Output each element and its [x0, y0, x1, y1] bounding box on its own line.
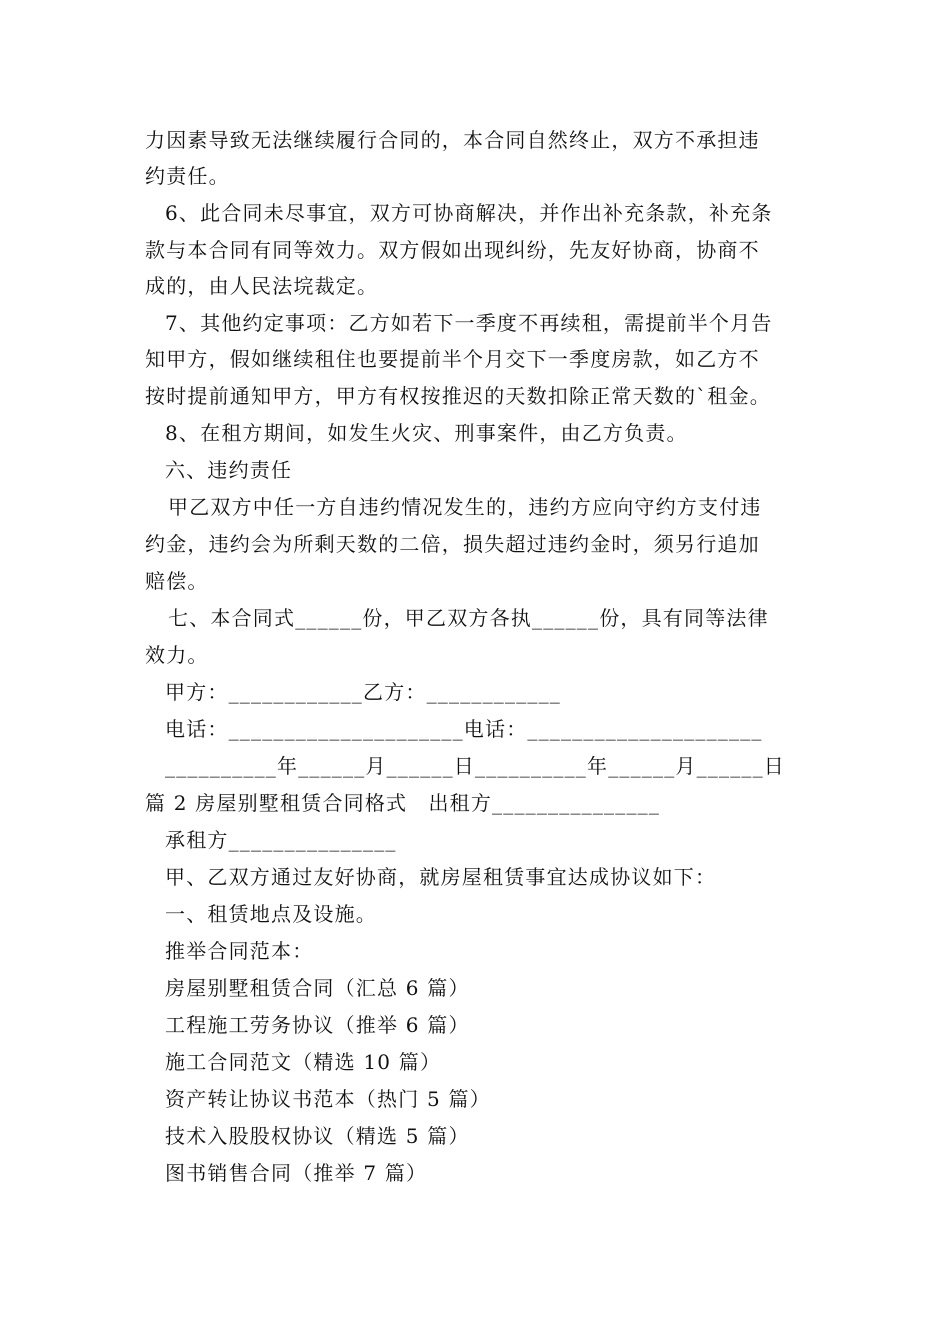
signature-party-line: 甲方：____________乙方：____________ [165, 680, 561, 704]
text-line: 款与本合同有同等效力。双方假如出现纠纷，先友好协商，协商不 [145, 238, 760, 262]
text-line: 8、在租方期间，如发生火灾、刑事案件，由乙方负责。 [165, 421, 688, 445]
recommend-item: 技术入股股权协议（精选 5 篇） [165, 1124, 470, 1148]
text-line: 力因素导致无法继续履行合同的，本合同自然终止，双方不承担违 [145, 128, 760, 152]
text-line: 7、其他约定事项：乙方如若下一季度不再续租，需提前半个月告 [165, 311, 773, 335]
recommend-item: 房屋别墅租赁合同（汇总 6 篇） [165, 976, 470, 1000]
text-line: 约金，违约会为所剩天数的二倍，损失超过违约金时，须另行追加 [145, 532, 760, 556]
signature-phone-line: 电话：_____________________电话：_____________________ [165, 717, 763, 741]
recommend-item: 图书销售合同（推举 7 篇） [165, 1161, 428, 1185]
tenant-line: 承租方_______________ [165, 828, 397, 852]
recommend-heading: 推举合同范本： [165, 939, 314, 963]
recommend-item: 工程施工劳务协议（推举 6 篇） [165, 1013, 470, 1037]
text-line: 效力。 [145, 643, 209, 667]
text-line: 6、此合同未尽事宜，双方可协商解决，并作出补充条款，补充条 [165, 201, 773, 225]
contract-title-line: 篇 2 房屋别墅租赁合同格式 出租方_______________ [145, 791, 661, 815]
text-line: 赔偿。 [145, 569, 209, 593]
recommend-item: 施工合同范文（精选 10 篇） [165, 1050, 442, 1074]
section-heading: 一、租赁地点及设施。 [165, 902, 377, 926]
section-heading: 六、违约责任 [165, 458, 293, 482]
signature-date-line: __________年______月______日__________年______月______日 [165, 754, 785, 778]
text-line: 甲乙双方中任一方自违约情况发生的，违约方应向守约方支付违 [168, 495, 762, 519]
text-line: 甲、乙双方通过友好协商，就房屋租赁事宜达成协议如下： [165, 865, 717, 889]
text-line: 约责任。 [145, 164, 230, 188]
text-line: 按时提前通知甲方，甲方有权按推迟的天数扣除正常天数的`租金。 [145, 384, 771, 408]
recommend-item: 资产转让协议书范本（热门 5 篇） [165, 1087, 491, 1111]
text-line: 知甲方，假如继续租住也要提前半个月交下一季度房款，如乙方不 [145, 347, 760, 371]
text-line: 七、本合同式______份，甲乙双方各执______份，具有同等法律 [168, 606, 769, 630]
text-line: 成的，由人民法垸裁定。 [145, 274, 379, 298]
